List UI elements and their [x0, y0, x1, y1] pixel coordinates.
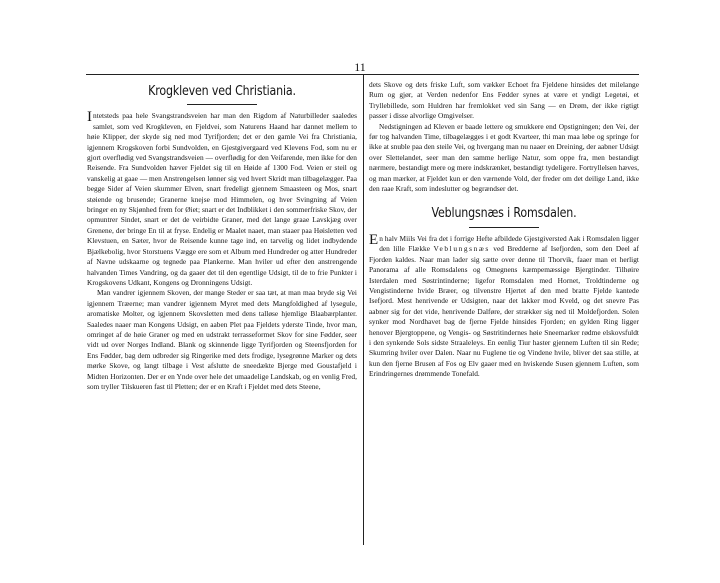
column-divider: [363, 75, 364, 545]
title-rule: [469, 227, 539, 228]
drop-cap: E: [369, 231, 379, 248]
spaced-place-name: Veblungsnæs: [433, 244, 490, 254]
drop-cap: I: [87, 109, 93, 126]
right-column: [369, 80, 639, 380]
paragraph: Nedstigningen ad Kleven er baade lettere og smukkere end Opstigningen; den Vei, der før tog halvanden Time, tilbagelægges i et godt Kvarteer, thi man maa løbe og springe for ikke at snuble paa den steile Vei, og hvergang man nu naaer en Dreining, der aabner Udsigt over Slettelandet, seer man den samme herlige Natur, som oppe fra, men bestandigt nærmere, bestandigt mere og mere indskrænket, bestandigt tydeligere. Fortryllelsen hæves, og man mærker, at Fjeldet kun er den værnende Vold, der freder om det deilige Land, ikke den raae Kraft, som indeslutter og begrændser det.: [369, 121, 639, 194]
paragraph-text: n halv Miils Vei fra det i forrige Hefte afbildede Gjestgiversted Aak i Romsdalen ligger den lille Flække: [379, 233, 639, 254]
paragraph: [87, 111, 357, 288]
paragraph: Man vandrer igjennem Skoven, der mange Steder er saa tæt, at man maa bryde sig Vei igjennem Træerne; man vandrer igjennem Myret med dets Mangfoldighed af lysegule, aromatiske Molter, og igjennem Skovsletten med dens talløse hjemlige Blaabærplanter. Saaledes naaer man Kongens Udsigt, en aaben Plet paa Fjeldets yderste Tinde, hvor man, omringet af de høie Graner og med en udstrakt terrasseformet Skov for sine Fødder, seer vidt ud over Norges Indland. Blank og skinnende ligge Tyrifjorden og Steensfjorden for Ens Fødder, bag dem udbreder sig Ringerike med dets frodige, lysegrønne Marker og dets mørke Skove, og langt tilbage i Vest afslutte de sneedækte Bjerge med Goustafjeld i Midten Horizonten. Der er en Ynde over hele det umaadelige Landskab, og en venlig Fred, som tryller Tilskueren fast til Pletten; der er en Kraft i Fjeldet med dets Steene,: [87, 288, 357, 391]
paragraph-continuation: dets Skove og dets friske Luft, som vækker Echoet fra Fjeldene hinsides det milelange Rum og gjør, at Verden nedenfor Ens Fødder synes at være et yndigt Legetøi, et Tryllebillede, som Huldren har fremlokket ved sin Sang — en Drøm, der ikke rigtigt passer i disse alvorlige Omgivelser.: [369, 80, 639, 121]
article-title-veblungsnaes: Veblungsnæs i Romsdalen.: [431, 205, 577, 222]
page-number: 11: [354, 60, 366, 74]
article-title-krogkleven: Krogkleven ved Christiania.: [148, 83, 296, 99]
paragraph-text: ntetsteds paa hele Svangstrandsveien har man den Rigdom af Naturbilleder saaledes samlet, som ved Krogkleven, en Fjeldvei, som Naturens Haand har dannet mellem to høie Klipper, der skyde sig ned mod Tyrifjorden; det er den gamle Vei fra Christiania, igjennem Krogskoven forbi Sundvolden, en Gjestgivergaard ved Klevens Fod, som nu er gjort overflødig ved Svangstrandsveien — overflødig for den Veifarende, men ikke for den Reisende. Fra Sundvolden hæver Fjeldet sig til en Høide af 1300 Fod. Veien er steil og vanskelig at gaae — men Anstrengelsen lønner sig ved hvert Skridt man tilbagelægger. Paa begge Sider af Veien skummer Elven, snart fredeligt gjennem Smaasteen og Mos, snart støiende og brusende; Granerne knejse mod Himmelen, og hver Svingning af Veien bringer en ny Skjønhed frem for Øiet; snart er det Indblikket i den sommerfriske Skov, der opmuntrer Sindet, snart er det de veirbidte Graner, med det lange graae Lavskjæg over Grenene, der bringe En til at fryse. Endelig er Maalet naaet, man staaer paa Høisletten ved Klevstuen, en Sæter, hvor de Reisende kunne tage ind, en tarvelig og lidet indbydende Bjælkebolig, hvor Storstuens Vægge ere som et Album med Hundreder og atter Hundreder af Navne udskaarne og tegnede paa Plankerne. Man hviler ud efter den anstrengende halvanden Times Vandring, og da gaaer det til den egentlige Udsigt, til de to frie Punkter i Krogskovens Udkant, Kongens og Dronningens Udsigt.: [87, 111, 357, 287]
left-column: [87, 80, 357, 392]
paragraph-text: ved Bredderne af Isefjorden, som den Deel af Fjorden kaldes. Naar man lader sig sætte over denne til Thorvik, faaer man et herligt Panorama af alle Romsdalens og Omegnens kæmpemæssige Bjergtinder. Tilhøire Isterdalen med Søstrintinderne; ligefor Romsdalen med Hornet, Troldtinderne og Vengistinderne hvide Bræer, og tilvenstre Hjertet af den med bratte Fjelde kantede Isefjord. Mest henrivende er Udsigten, naar det lakker mod Kveld, og det snevre Pas aabner sig for det vide, henrivende Dalføre, der strækker sig ned til Moldefjorden. Solen synker mod Nordhavet bag de fjerne Fjelde hinsides Fjorden; en gylden Ring ligger henover Bjergtoppene, og Vengis- og Søstritindernes høie Sneemarker rødme elskovsfuldt i den synkende Sols sidste Straaleleys. En eenlig Tiur haster gjennem Luften til sin Rede; Skumring hviler over Dalen. Naar nu Fuglene tie og Vindene hvile, bliver det saa stille, at kun den fjerne Brusen af Fos og Elv gaaer med en hviskende Susen gjennem Luften, som Erindringernes drømmende Tonefald.: [369, 244, 640, 379]
paragraph: [369, 231, 640, 380]
title-rule: [187, 104, 257, 105]
